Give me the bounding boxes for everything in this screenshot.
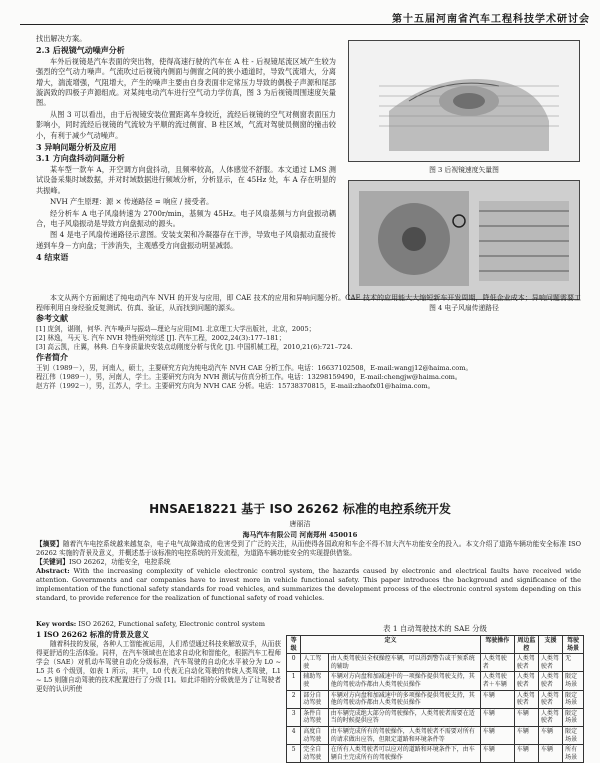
running-header: 第十五届河南省汽车工程科技学术研讨会 — [392, 14, 590, 25]
figure-4-caption: 图 4 电子风扇传递路径 — [429, 304, 499, 312]
table-cell: 部分自动驾驶 — [301, 690, 328, 708]
keywords-en — [36, 620, 281, 629]
table-cell: 无 — [563, 654, 584, 672]
table-cell: 限定场景 — [563, 672, 584, 690]
table-cell: 人类驾驶者 — [538, 690, 562, 708]
abstract-cn-label: 【摘要】 — [36, 540, 63, 548]
conclusion-text: 本文从两个方面阐述了纯电动汽车 NVH 的开发与应用，即 CAE 技术的应用和异响问题分析。CAE 技术的应用能大大缩短新车开发周期，降低企业成本；异响问题需要工程师利用自身经验反复测试、仿真、验证，从而找到问题的源头。 — [36, 294, 581, 312]
article2-author: 唐丽洁 — [289, 520, 311, 528]
table-cell: 人工驾驶 — [301, 654, 328, 672]
paragraph: 从图 3 可以看出，由于后视镜安装位置距离车身较近，流经后视镜的空气对侧窗表面压力影响小，同时流经后视镜的气流较为平顺的流过侧窗、B 柱区域，气流对驾驶员侧窗的撞击较小，有利于减少气动噪声。 — [36, 109, 336, 140]
table-cell: 车辆对方向盘和加减速中的多项操作提供驾驶支持，其他的驾驶动作都由人类驾驶员操作 — [328, 690, 480, 708]
header-rule — [20, 24, 585, 25]
figure-3 — [348, 40, 580, 174]
paragraph: 某车型一款车 A，开空调方向盘抖动，且频率较高，人体感觉不舒服。本文通过 LMS 测试设备采集时域数据，并对时域数据进行频域分析，分析显示，在 45Hz 处，车 A 存在明显的共振峰。 — [36, 164, 336, 195]
table-cell: 由车辆完成绝大部分的驾驶操作，人类驾驶者需要在适当的时候提供应答 — [328, 708, 480, 726]
table-row — [287, 726, 584, 744]
table-cell: 由车辆完成所有的驾驶操作，人类驾驶者不需要对所有的请求做出应答，但限定道路和环境条件等 — [328, 726, 480, 744]
section-heading: 1 ISO 26262 标准的背景及意义 — [36, 630, 149, 639]
table-1 — [286, 623, 584, 763]
article2-left-column — [36, 620, 281, 694]
keywords-cn-text: ISO 26262，功能安全，电控系统 — [68, 558, 171, 566]
paragraph: 找出解决方案。 — [36, 34, 87, 43]
table-cell: 车辆 — [514, 745, 538, 763]
velocity-vector-image — [348, 40, 580, 162]
paragraph: 车外后视镜是汽车表面的突出物，使得高速行驶的汽车在 A 柱 - 后视镜尾流区域产生较为强烈的空气动力噪声。气流吹过后视镜内侧面与侧窗之间的狭小通道时，导致气流增大，分离增大，湍流增强，气阻增大，产生的噪声主要由自身表面非定常压力导致的偶极子声源和尾部漩涡致的四极子声源组成。对某纯电动汽车进行空气动力学仿真，图 3 为后视镜周围速度矢量图。 — [36, 56, 336, 108]
table-cell: 由人类驾驶员全权操控车辆，可以得到警告或干预系统的辅助 — [328, 654, 480, 672]
table-row — [287, 654, 584, 672]
table-header-cell: 驾驶场景 — [563, 636, 584, 654]
article2-title: HNSAE18221 基于 ISO 26262 标准的电控系统开发 — [149, 502, 451, 516]
author-intro-item: 赵方祥（1992－），男，江苏人，学士。主要研究方向为 NVH CAE 分析。电话：15738370815，E-mail:zhaofx01@haima.com。 — [36, 382, 435, 391]
table-cell: 车辆 — [538, 745, 562, 763]
table-cell: 限定场景 — [563, 690, 584, 708]
table-cell: 限定场景 — [563, 726, 584, 744]
table-cell: 辅助驾驶 — [301, 672, 328, 690]
table-cell: 人类驾驶者 — [514, 690, 538, 708]
author-intro-item: 程江伟（1989－），男，河南人，学士。主要研究方向为 NVH 测试与仿真分析工作。电话：13298159490，E-mail:chengjw@haima.com。 — [36, 373, 462, 382]
table-cell: 完全自动驾驶 — [301, 745, 328, 763]
table-cell: 人类驾驶者 — [480, 654, 514, 672]
author-intro-heading: 作者简介 — [36, 352, 68, 363]
table-cell: 车辆 — [480, 726, 514, 744]
keywords-en-text: ISO 26262, Functional safety, Electronic control system — [78, 620, 265, 628]
reference-item: [3] 高云凯，庄翼，林典. 白车身质量块安装点动刚度分析与优化 [J]. 中国机械工程，2010,21(6):721–724. — [36, 343, 353, 352]
table-cell: 4 — [287, 726, 301, 744]
table-cell: 车辆 — [514, 726, 538, 744]
figure-3-caption: 图 3 后视镜速度矢量图 — [429, 166, 499, 174]
abstract-en-text: With the increasing complexity of vehicle electronic control system, the hazards caused by electronic and electrical faults have received wide attention. Governments and car companies have to invest more in vehicle functional safety. This paper introduces the background and significance of the implementation of the functional safety standards for road vehicles, and summarizes the development process of the electronic control system depending on this standard, to provide reference for the realization of functional safety of road vehicles. — [36, 567, 581, 602]
references-heading: 参考文献 — [36, 313, 68, 324]
table-header-row — [287, 636, 584, 654]
article2-affiliation: 海马汽车有限公司 河南郑州 450016 — [242, 531, 358, 539]
abstract-cn-text: 随着汽车电控系统越来越复杂，电子电气故障造成的危害受到了广泛的关注，从而使得各国政府和车企不得不加大汽车功能安全的投入。本文介绍了道路车辆功能安全标准 ISO 26262 实施的背景及意义，并概述基于该标准的电控系统的开发流程，为道路车辆功能安全的实现提供借鉴。 — [36, 540, 582, 557]
abstract-en-label: Abstract: — [36, 567, 70, 575]
sae-levels-table — [286, 635, 584, 763]
section-heading: 4 结束语 — [36, 252, 69, 263]
section-heading: 3.1 方向盘抖动问题分析 — [36, 153, 125, 164]
table-header-cell: 定义 — [301, 636, 480, 654]
paragraph: 经分析车 A 电子风扇转速为 2700r/min，基频为 45Hz。电子风扇基频与方向盘振动耦合，电子风扇振动是导致方向盘振动的源头。 — [36, 208, 336, 228]
table-cell: 人类驾驶者＋车辆 — [480, 672, 514, 690]
table-cell: 车辆 — [480, 708, 514, 726]
figure-4 — [348, 180, 580, 312]
section1-body: 随着科技的发展，各种人工智能被运用，人们希望通过科技来解放双手，从而获得更舒适的生活体验。同样，在汽车领域也在追求自动化和智能化，根据汽车工程师学会（SAE）对机动车驾驶自动化分级标准，汽车驾驶的自动化水平被分为 L0 ~ L5 共 6 个级别，如表 1 所示，其中，L0 代表无自动化驾驶的传统人类驾驶，L1 ~ L5 则随自动驾驶的技术配置进行了分级 [1]。如此详细的分级就是为了让驾驶者更好的认识所使 — [36, 640, 281, 693]
reference-item: [2] 林逸，马天飞. 汽车 NVH 特性研究综述 [J]. 汽车工程，2002,24(3):177–181； — [36, 333, 286, 342]
table-header-cell: 支援 — [538, 636, 562, 654]
table-cell: 条件自动驾驶 — [301, 708, 328, 726]
table-header-cell: 周边监控 — [514, 636, 538, 654]
table-cell: 0 — [287, 654, 301, 672]
article2-abstract-block — [36, 540, 581, 603]
table-row — [287, 745, 584, 763]
table-cell: 车辆 — [538, 726, 562, 744]
table-cell: 车辆对方向盘和加减速中的一项操作提供驾驶支持，其他的驾驶动作都由人类驾驶员操作 — [328, 672, 480, 690]
abstract-en — [36, 567, 581, 603]
table-cell: 人类驾驶者 — [538, 654, 562, 672]
table-header-cell: 等级 — [287, 636, 301, 654]
article1-left-column — [36, 34, 336, 264]
table-cell: 1 — [287, 672, 301, 690]
table-cell: 5 — [287, 745, 301, 763]
table-1-caption: 表 1 自动驾驶技术的 SAE 分级 — [383, 624, 487, 633]
paragraph: NVH 产生原理：源 × 传递路径 = 响应 / 接受者。 — [50, 197, 214, 207]
table-cell: 车辆 — [480, 745, 514, 763]
section-heading: 2.3 后视镜气动噪声分析 — [36, 45, 125, 56]
table-row — [287, 708, 584, 726]
keywords-cn-label: 【关键词】 — [36, 558, 69, 566]
table-cell: 限定场景 — [563, 708, 584, 726]
keywords-en-label: Key words: — [36, 620, 77, 628]
table-cell: 人类驾驶者 — [514, 672, 538, 690]
author-intro-item: 王钊（1989－），男，河南人，硕士，主要研究方向为纯电动汽车 NVH CAE 分析工作。电话：16637102508，E-mail:wangj12@haima.com。 — [36, 363, 473, 372]
section-heading: 3 异响问题分析及应用 — [36, 142, 117, 153]
fan-path-image — [348, 180, 580, 300]
table-row — [287, 672, 584, 690]
table-cell: 车辆 — [480, 690, 514, 708]
table-cell: 车辆 — [514, 708, 538, 726]
table-cell: 人类驾驶者 — [514, 654, 538, 672]
table-row — [287, 690, 584, 708]
paragraph: 图 4 是电子风扇传递路径示意图。安装支架和冷凝器存在干涉，导致电子风扇振动直接传递到车身－方向盘；干涉消失，主观感受方向盘振动明显减弱。 — [36, 230, 336, 250]
table-header-cell: 驾驶操作 — [480, 636, 514, 654]
reference-item: [1] 庞剑，谌刚，何华. 汽车噪声与振动—理论与应用[M]. 北京理工大学出版社，北京，2005； — [36, 324, 316, 333]
table-cell: 人类驾驶者 — [538, 672, 562, 690]
table-cell: 人类驾驶者 — [538, 708, 562, 726]
table-cell: 3 — [287, 708, 301, 726]
keywords-cn — [36, 558, 581, 567]
table-cell: 在所有人类驾驶者可以应对的道路和环境条件下，由车辆自主完成所有的驾驶操作 — [328, 745, 480, 763]
table-cell: 2 — [287, 690, 301, 708]
table-cell: 所有场景 — [563, 745, 584, 763]
abstract-cn — [36, 540, 581, 558]
conclusion-block — [36, 294, 581, 392]
table-cell: 高度自动驾驶 — [301, 726, 328, 744]
